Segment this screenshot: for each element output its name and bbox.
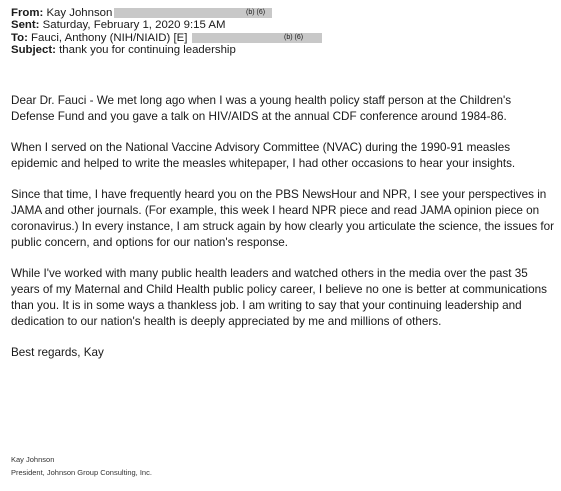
signature-title: President, Johnson Group Consulting, Inc.	[11, 468, 152, 477]
subject-line	[11, 44, 236, 56]
closing-line: Best regards, Kay	[11, 346, 104, 359]
from-value: Kay Johnson	[46, 7, 113, 19]
body-paragraph: Dear Dr. Fauci - We met long ago when I was a young health policy staff person at the Children's Defense Fund and you gave a talk on HIV/AIDS at the annual CDF conference around 1984-86.	[11, 94, 512, 123]
from-label: From:	[11, 7, 44, 19]
to-exemption-code: (b) (6)	[284, 33, 304, 41]
body-paragraph: Since that time, I have frequently heard you on the PBS NewsHour and NPR, I see your perspectives in JAMA and other journals. (For example, this week I heard NPR piece and read JAMA opinion piece on coronavirus.) In every instance, I am struck again by how clearly you articulate the science, the issues for public concern, and options for our nation's response.	[11, 188, 555, 249]
from-exemption-code: (b) (6)	[246, 9, 266, 16]
to-line	[11, 31, 304, 44]
body-paragraph: When I served on the National Vaccine Advisory Committee (NVAC) during the 1990-91 measles epidemic and helped to write the measles whitepaper, I had other occasions to hear your insights.	[11, 141, 516, 170]
subject-label: Subject:	[11, 44, 56, 57]
email-body	[11, 93, 556, 361]
to-value: Fauci, Anthony (NIH/NIAID) [E]	[31, 31, 188, 44]
sent-label: Sent:	[11, 19, 40, 32]
body-paragraph: While I've worked with many public health leaders and watched others in the media over the past 35 years of my Maternal and Child Health public policy career, I believe no one is better at communications than you. It is in some ways a thankless job. I am writing to say that your continuing leadership and dedication to our nation's health is deeply appreciated by me and millions of others.	[11, 267, 547, 328]
sent-line	[11, 19, 236, 31]
subject-value: thank you for continuing leadership	[59, 44, 236, 57]
signature-block	[11, 453, 152, 479]
sent-value: Saturday, February 1, 2020 9:15 AM	[42, 19, 226, 32]
email-header	[11, 7, 304, 57]
signature-name: Kay Johnson	[11, 455, 55, 464]
from-line	[11, 7, 266, 19]
to-label: To:	[11, 31, 28, 44]
